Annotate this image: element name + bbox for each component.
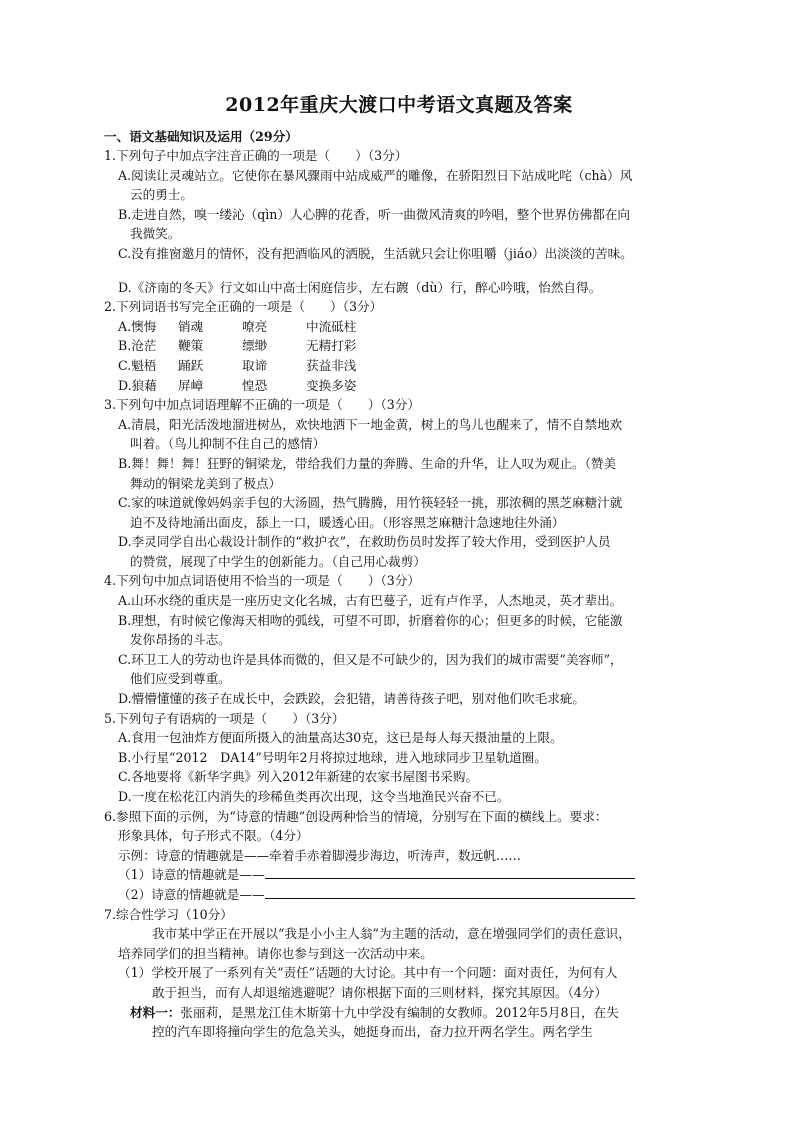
question-stem: 6.参照下面的示例，为“诗意的情趣”创设两种恰当的情境，分别写在下面的横线上。要求：	[104, 808, 608, 824]
word: 惶恐	[242, 377, 268, 393]
answer-prompt: （2）诗意的情趣就是——	[118, 886, 265, 902]
word: 嘹亮	[242, 318, 268, 334]
answer-blank[interactable]	[265, 885, 635, 899]
option-a: A.阅读让灵魂站立。它使你在暴风骤雨中站成威严的雕像，在骄阳烈日下站成叱咤（chà）风	[118, 167, 633, 183]
answer-blank[interactable]	[265, 865, 635, 879]
word: 无精打彩	[306, 338, 357, 354]
option-a-cont: 云的勇士。	[130, 187, 193, 203]
option-d: D.李灵同学自出心裁设计制作的“救护衣”，在救助伤员时发挥了较大作用，受到医护人员	[118, 534, 611, 550]
intro-paragraph: 我市某中学正在开展以“我是小小主人翁”为主题的活动，意在增强同学们的责任意识，	[152, 926, 631, 942]
question-2	[104, 297, 694, 395]
question-stem: 4.下列句中加点词语使用不恰当的一项是（ ）（3分）	[104, 573, 420, 589]
option-b: B.走进自然，嗅一缕沁（qìn）人心脾的花香，听一曲微风清爽的吟唱，整个世界仿佛都在向	[118, 206, 631, 222]
option-d: D.一度在松花江内消失的珍稀鱼类再次出现，这令当地渔民兴奋不已。	[118, 789, 510, 804]
option-a: A.山环水绕的重庆是一座历史文化名城，古有巴蔓子，近有卢作孚，人杰地灵，英才辈出。	[118, 593, 623, 609]
word: 获益非浅	[306, 357, 357, 373]
option-a: A.清晨，阳光活泼地溜进树丛，欢快地洒下一地金黄，树上的鸟儿也醒来了，情不自禁地欢	[118, 416, 623, 432]
question-3	[104, 395, 694, 571]
sub-question-1: （1）学校开展了一系列有关“责任”话题的大讨论。其中有一个问题：面对责任，为何有人	[118, 965, 618, 981]
option-c: C.没有推窗邀月的情怀，没有把酒临风的洒脱，生活就只会让你咀嚼（jiáo）出淡淡的苦味。	[118, 245, 633, 261]
option-b: B.小行星“2012 DA14”号明年2月将掠过地球，进入地球同步卫星轨道圈。	[118, 749, 547, 765]
question-5	[104, 709, 694, 807]
sub-question-1-cont: 敢于担当，而有人却退缩逃避呢？请你根据下面的三则材料，探究其原因。（4分）	[152, 984, 608, 1000]
question-stem: 2.下列词语书写完全正确的一项是（ ）（3分）	[104, 299, 383, 315]
material-text: 张丽莉，是黑龙江佳木斯第十九中学没有编制的女教师。2012年5月8日，在失	[180, 1004, 619, 1020]
question-4	[104, 571, 694, 708]
option-b-cont: 发你昂扬的斗志。	[130, 632, 231, 648]
question-stem: 5.下列句子有语病的一项是（ ）（3分）	[104, 710, 345, 726]
word: 中流砥柱	[306, 318, 357, 334]
word: A.懊悔	[118, 318, 157, 334]
option-row-b	[104, 336, 694, 356]
option-b-cont: 我微笑。	[130, 226, 181, 242]
question-stem: 1.下列句子中加点字注音正确的一项是（ ）（3分）	[104, 148, 408, 163]
word: 鞭策	[178, 338, 204, 354]
option-c: C.各地要将《新华字典》列入2012年新建的农家书屋图书采购。	[118, 769, 479, 785]
word: 销魂	[178, 318, 204, 334]
answer-line-2	[104, 885, 694, 905]
option-b: B.理想，有时候它像海天相吻的弧线，可望不可即，折磨着你的心；但更多的时候，它能激	[118, 612, 623, 628]
question-stem-cont: 形象具体，句子形式不限。（4分）	[118, 828, 309, 844]
material-1-cont: 控的汽车即将撞向学生的危急关头，她挺身而出，奋力拉开两名学生。两名学生	[152, 1024, 593, 1040]
option-d: D.《济南的冬天》行文如山中高士闲庭信步，左右踱（dù）行，醉心吟哦，怡然自得。	[118, 279, 602, 295]
word: 缥缈	[242, 338, 268, 354]
section-heading: 一、语文基础知识及运用（29分）	[104, 129, 298, 144]
option-c-cont: 他们应受到尊重。	[130, 671, 231, 687]
option-a: A.食用一包油炸方便面所摄入的油量高达30克，这已是每人每天摄油量的上限。	[118, 730, 563, 746]
word: C.魁梧	[118, 357, 157, 373]
question-stem: 7.综合性学习（10分）	[104, 906, 233, 922]
option-row-a	[104, 317, 694, 337]
intro-paragraph-cont: 培养同学们的担当精神。请你也参与到这一次活动中来。	[118, 945, 433, 961]
question-stem: 3.下列句中加点词语理解不正确的一项是（ ）（3分）	[104, 397, 420, 413]
option-b: B.舞！舞！舞！狂野的铜梁龙，带给我们力量的奔腾、生命的升华，让人叹为观止。（赞美	[118, 455, 617, 471]
example-text: 示例：诗意的情趣就是——牵着手赤着脚漫步海边，听涛声，数远帆……	[118, 847, 521, 863]
material-label: 材料一：	[130, 1004, 181, 1020]
exam-page	[104, 92, 694, 1042]
material-1	[104, 1003, 694, 1023]
answer-prompt: （1）诗意的情趣就是——	[118, 867, 265, 883]
answer-line-1	[104, 865, 694, 885]
word: D.狼藉	[118, 377, 157, 393]
word: 踊跃	[178, 357, 204, 373]
option-b-cont: 舞动的铜梁龙美到了极点）	[130, 475, 282, 491]
option-row-d	[104, 376, 694, 396]
question-7	[104, 905, 694, 1042]
question-6	[104, 807, 694, 905]
word: 取谛	[242, 357, 268, 373]
word: 变换多姿	[306, 377, 357, 393]
option-a-cont: 叫着。（鸟儿抑制不住自己的感情）	[130, 436, 326, 452]
option-d-cont: 的赞赏，展现了中学生的创新能力。（自己用心裁剪）	[130, 553, 426, 569]
word: 屏嶂	[178, 377, 204, 393]
page-title: 2012年重庆大渡口中考语文真题及答案	[225, 94, 573, 116]
option-c: C.家的味道就像妈妈亲手包的大汤圆，热气腾腾，用竹筷轻轻一挑，那浓稠的黑芝麻糖汁就	[118, 495, 623, 511]
option-c: C.环卫工人的劳动也许是具体而微的，但又是不可缺少的，因为我们的城市需要“美容师”，	[118, 651, 623, 667]
option-c-cont: 迫不及待地涌出面皮，舔上一口，暖透心田。（形容黑芝麻糖汁急速地往外涌）	[130, 514, 565, 530]
question-1	[104, 146, 694, 297]
option-d: D.懵懵懂懂的孩子在成长中，会跌跤，会犯错，请善待孩子吧，别对他们吹毛求疵。	[118, 691, 586, 707]
option-row-c	[104, 356, 694, 376]
word: B.沧茫	[118, 338, 157, 354]
